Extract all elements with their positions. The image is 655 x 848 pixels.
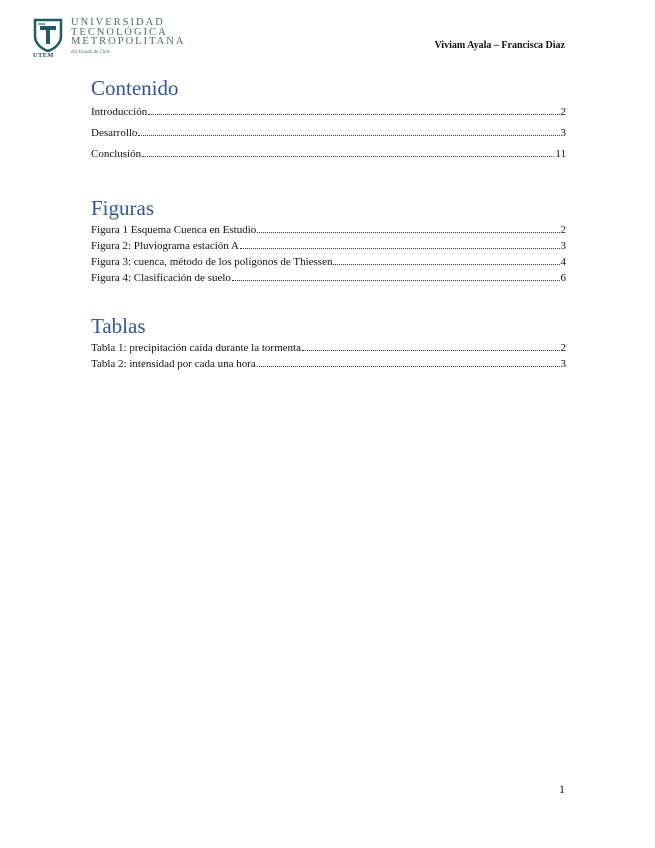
toc-entry-conclusion[interactable]: [91, 144, 566, 165]
dot-leader: [257, 365, 560, 367]
logo-line-2: TECNOLÓGICA: [71, 26, 168, 38]
table-entry-label: Tabla 2: intensidad por cada una hora: [91, 358, 256, 370]
toc-entry-page: 11: [555, 148, 566, 160]
toc-entry-label: Desarrollo: [91, 127, 138, 139]
authors-header: Viviam Ayala – Francisca Diaz: [434, 40, 565, 51]
logo-acronym: UTEM: [33, 52, 54, 59]
figure-entry-page: 3: [560, 240, 566, 252]
university-logo: [33, 18, 193, 60]
table-entry-label: Tabla 1: precipitación caída durante la tormenta: [91, 342, 301, 354]
figure-entry-label: Figura 3: cuenca, método de los polígonos de Thiessen: [91, 256, 333, 268]
dot-leader: [232, 279, 560, 281]
figures-entries: [91, 222, 566, 286]
toc-entry-desarrollo[interactable]: [91, 123, 566, 144]
contents-entries: [91, 102, 566, 165]
figure-entry-page: 6: [560, 272, 566, 284]
table-entry-1[interactable]: [91, 340, 566, 356]
toc-entry-page: 3: [560, 127, 566, 139]
toc-entry-label: Conclusión: [91, 148, 142, 160]
figures-section: [91, 196, 566, 286]
logo-line-1: UNIVERSIDAD: [71, 17, 165, 28]
figure-entry-4[interactable]: [91, 270, 566, 286]
tables-entries: [91, 340, 566, 372]
logo-line-3: METROPOLITANA: [71, 36, 186, 47]
table-entry-page: 3: [560, 358, 566, 370]
figure-entry-1[interactable]: [91, 222, 566, 238]
toc-entry-page: 2: [560, 106, 566, 118]
table-entry-2[interactable]: [91, 356, 566, 372]
dot-leader: [333, 263, 559, 265]
figure-entry-3[interactable]: [91, 254, 566, 270]
dot-leader: [142, 155, 554, 157]
figure-entry-label: Figura 4: Clasificación de suelo: [91, 272, 231, 284]
page-number: 1: [559, 782, 565, 796]
contents-title: Contenido: [91, 76, 179, 100]
tables-section: [91, 314, 566, 372]
toc-entry-label: Introducción: [91, 106, 148, 118]
figure-entry-label: Figura 2: Pluviograma estación A: [91, 240, 239, 252]
figure-entry-label: Figura 1 Esquema Cuenca en Estudio: [91, 224, 257, 236]
figure-entry-2[interactable]: [91, 238, 566, 254]
dot-leader: [148, 113, 559, 115]
dot-leader: [302, 349, 560, 351]
logo-subtitle: del Estado de Chile: [71, 49, 111, 55]
figures-title: Figuras: [91, 196, 154, 220]
university-shield-icon: [33, 18, 63, 52]
table-entry-page: 2: [560, 342, 566, 354]
figure-entry-page: 2: [560, 224, 566, 236]
dot-leader: [240, 247, 560, 249]
dot-leader: [138, 134, 559, 136]
contents-section: [91, 76, 566, 165]
figure-entry-page: 4: [560, 256, 566, 268]
tables-title: Tablas: [91, 314, 146, 338]
logo-wordmark: [71, 18, 185, 57]
toc-entry-introduccion[interactable]: [91, 102, 566, 123]
dot-leader: [257, 231, 559, 233]
